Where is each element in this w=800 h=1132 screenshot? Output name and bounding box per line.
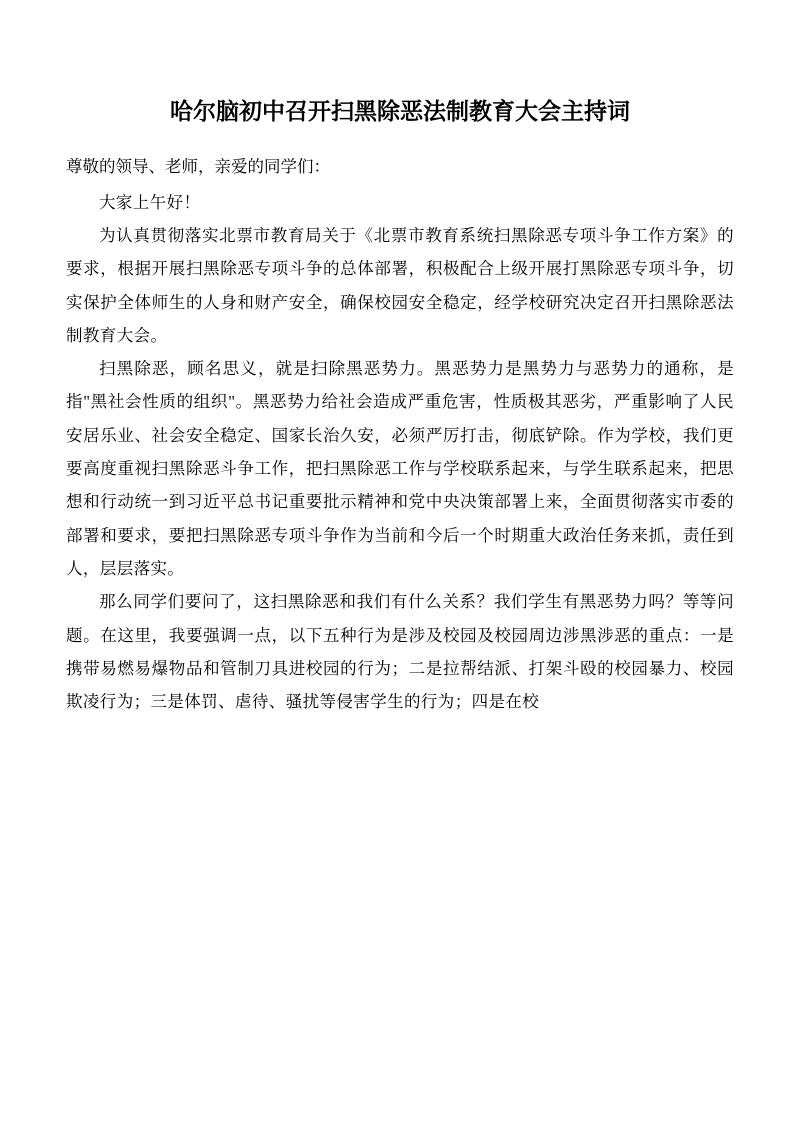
paragraph-2: 为认真贯彻落实北票市教育局关于《北票市教育系统扫黑除恶专项斗争工作方案》的要求，根据开展扫黑除恶专项斗争的总体部署，积极配合上级开展打黑除恶专项斗争，切实保护全体师生的人身和财产安全，确保校园安全稳定，经学校研究决定召开扫黑除恶法制教育大会。 (66, 225, 734, 345)
salutation-line: 尊敬的领导、老师，亲爱的同学们： (66, 157, 330, 177)
paragraph-4: 那么同学们要问了，这扫黑除恶和我们有什么关系？我们学生有黑恶势力吗？等等问题。在这里，我要强调一点，以下五种行为是涉及校园及校园周边涉黑涉恶的重点：一是携带易燃易爆物品和管制刀具进校园的行为；二是拉帮结派、打架斗殴的校园暴力、校园欺凌行为；三是体罚、虐待、骚扰等侵害学生的行为；四是在校 (66, 592, 734, 712)
paragraph-1: 大家上午好！ (99, 192, 201, 212)
page-title: 哈尔脑初中召开扫黑除恶法制教育大会主持词 (170, 99, 630, 125)
paragraph-3: 扫黑除恶，顾名思义，就是扫除黑恶势力。黑恶势力是黑势力与恶势力的通称，是指"黑社会性质的组织"。黑恶势力给社会造成严重危害，性质极其恶劣，严重影响了人民安居乐业、社会安全稳定、国家长治久安，必须严厉打击，彻底铲除。作为学校，我们更要高度重视扫黑除恶斗争工作，把扫黑除恶工作与学校联系起来，与学生联系起来，把思想和行动统一到习近平总书记重要批示精神和党中央决策部署上来，全面贯彻落实市委的部署和要求，要把扫黑除恶专项斗争作为当前和今后一个时期重大政治任务来抓，责任到人，层层落实。 (66, 359, 734, 579)
